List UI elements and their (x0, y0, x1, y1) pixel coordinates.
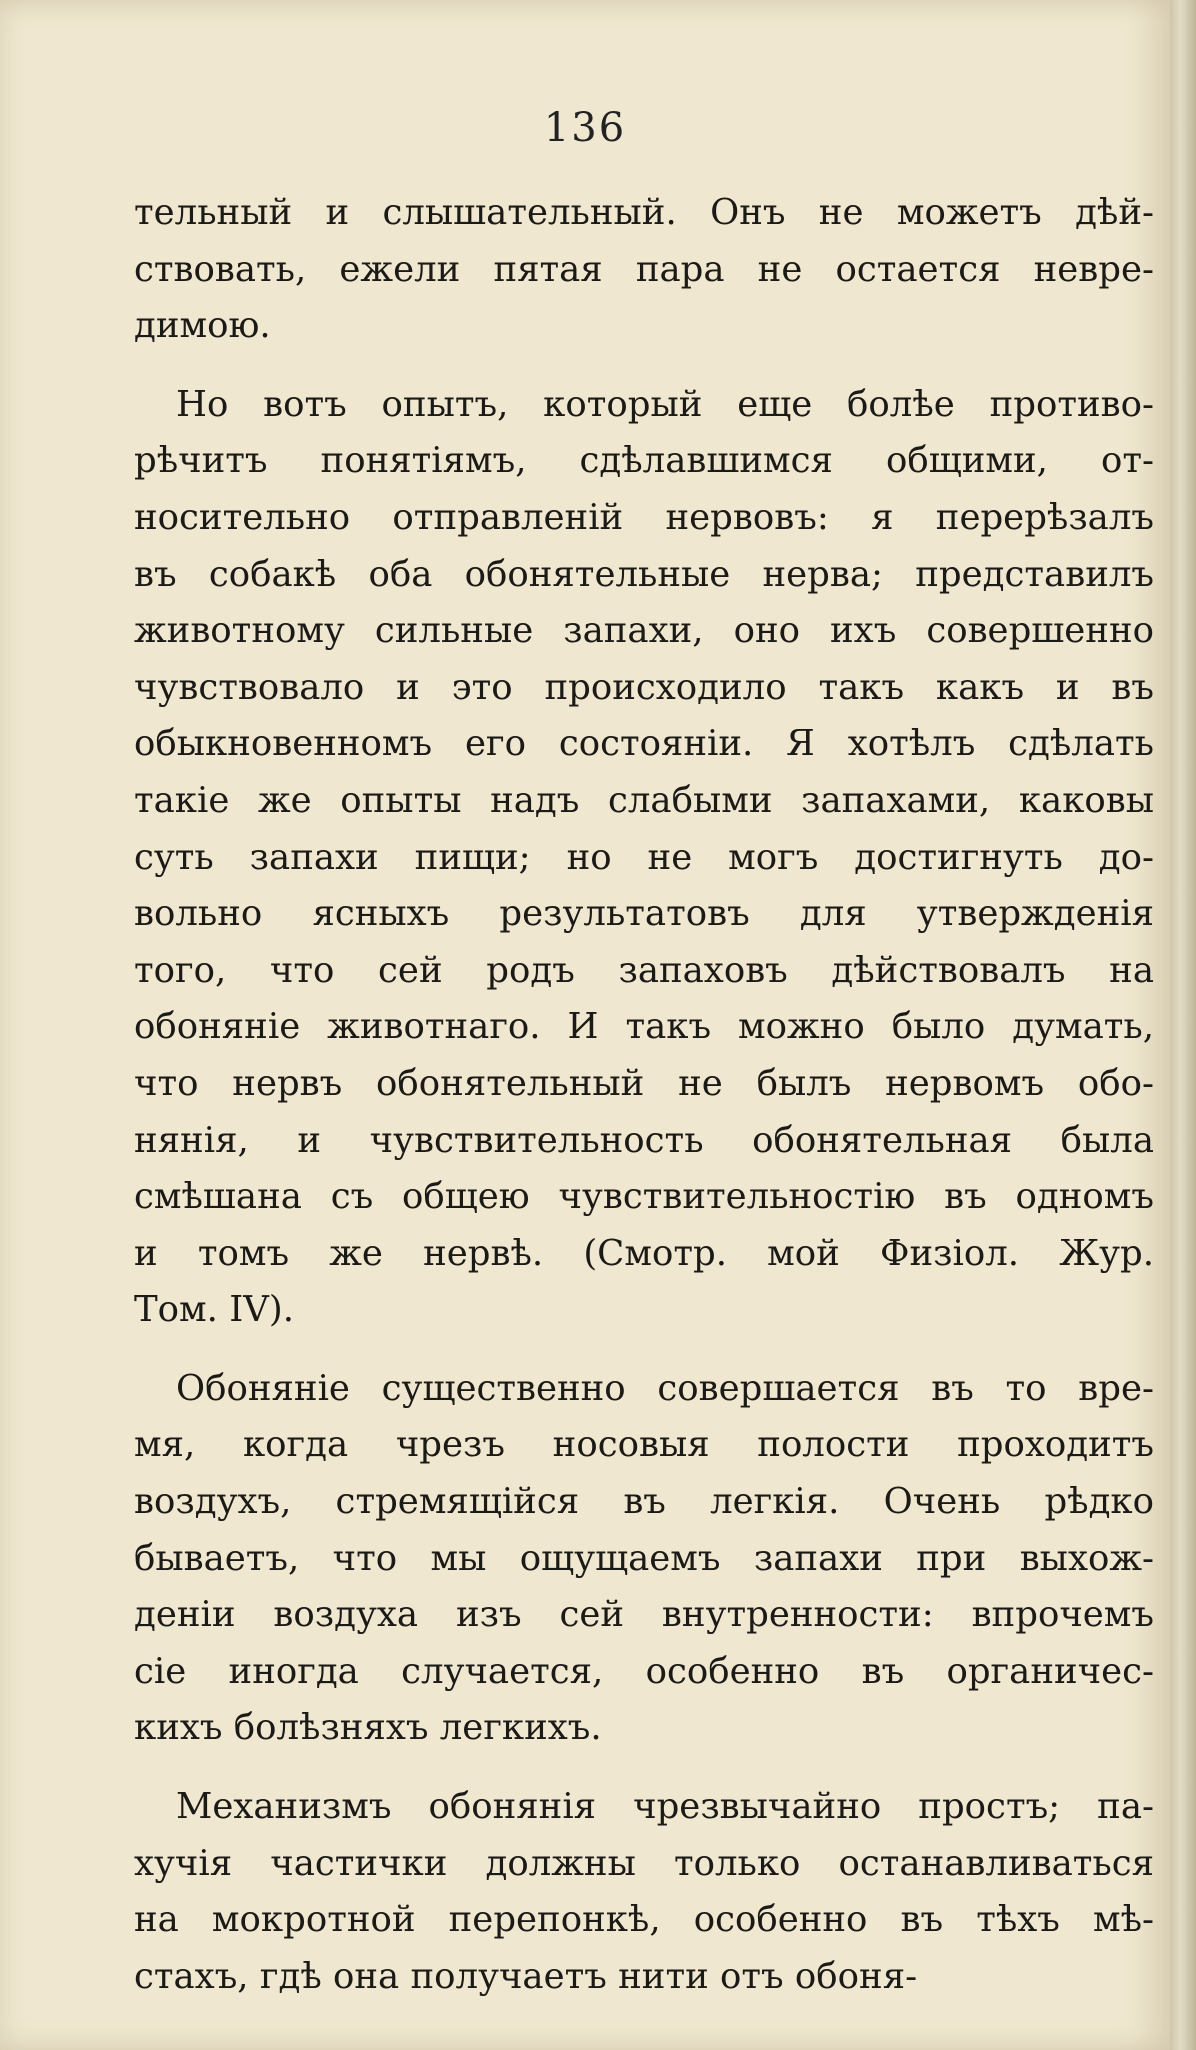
text-line: димою. (134, 305, 271, 347)
text-line: животному сильные запахи, оно ихъ совершенно (134, 610, 1154, 652)
text-line: деніи воздуха изъ сей внутренности: впрочемъ (134, 1594, 1154, 1636)
text-line: хучія частички должны только останавливаться (134, 1842, 1154, 1884)
text-line: Но вотъ опытъ, который еще болѣе противо- (176, 383, 1154, 425)
text-line: кихъ болѣзняхъ легкихъ. (134, 1707, 602, 1749)
text-line: чувствовало и это происходило такъ какъ и въ (134, 666, 1154, 708)
text-line: Том. IV). (134, 1289, 295, 1331)
text-line: Механизмъ обонянія чрезвычайно простъ; па- (176, 1786, 1154, 1828)
page-number: 136 (543, 105, 627, 151)
paragraph-gap (134, 1757, 1154, 1779)
text-line: стахъ, гдѣ она получаетъ нити отъ обоня- (134, 1955, 918, 1997)
text-line: смѣшана съ общею чувствительностію въ одномъ (134, 1176, 1154, 1218)
text-line: такіе же опыты надъ слабыми запахами, каковы (134, 779, 1154, 821)
text-line: того, что сей родъ запаховъ дѣйствовалъ на (134, 949, 1154, 991)
paragraph (134, 185, 1154, 355)
text-line: Обоняніе существенно совершается въ то вре- (176, 1367, 1154, 1409)
paragraph (134, 377, 1154, 1339)
text-line: бываетъ, что мы ощущаемъ запахи при выхож- (134, 1537, 1154, 1579)
text-line: въ собакѣ оба обонятельные нерва; представилъ (134, 553, 1154, 595)
page-edge (1170, 0, 1196, 2050)
text-line: носительно отправленій нервовъ: я перерѣзалъ (134, 496, 1154, 538)
paragraph-gap (134, 355, 1154, 377)
text-line: на мокротной перепонкѣ, особенно въ тѣхъ мѣ- (134, 1899, 1154, 1941)
paragraph-gap (134, 1339, 1154, 1361)
text-line: обоняніе животнаго. И такъ можно было думать, (134, 1006, 1154, 1048)
paragraph (134, 1779, 1154, 2005)
text-line: ствовать, ежели пятая пара не остается невре- (134, 248, 1154, 290)
paragraph (134, 1361, 1154, 1757)
text-line: обыкновенномъ его состояніи. Я хотѣлъ сдѣлать (134, 723, 1154, 765)
page-text (134, 185, 1154, 2005)
text-line: воздухъ, стремящійся въ легкія. Очень рѣдко (134, 1481, 1154, 1523)
text-line: суть запахи пищи; но не могъ достигнуть до- (134, 836, 1154, 878)
text-line: и томъ же нервѣ. (Смотр. мой Физіол. Жур. (134, 1232, 1154, 1274)
text-line: сіе иногда случается, особенно въ органичес- (134, 1650, 1154, 1692)
text-line: нянія, и чувствительность обонятельная была (134, 1119, 1154, 1161)
text-line: мя, когда чрезъ носовыя полости проходитъ (134, 1424, 1154, 1466)
text-line: рѣчитъ понятіямъ, сдѣлавшимся общими, от- (134, 440, 1154, 482)
text-line: тельный и слышательный. Онъ не можетъ дѣй- (134, 192, 1154, 233)
text-line: вольно ясныхъ результатовъ для утвержденія (134, 893, 1154, 935)
text-line: что нервъ обонятельный не былъ нервомъ обо- (134, 1062, 1154, 1104)
